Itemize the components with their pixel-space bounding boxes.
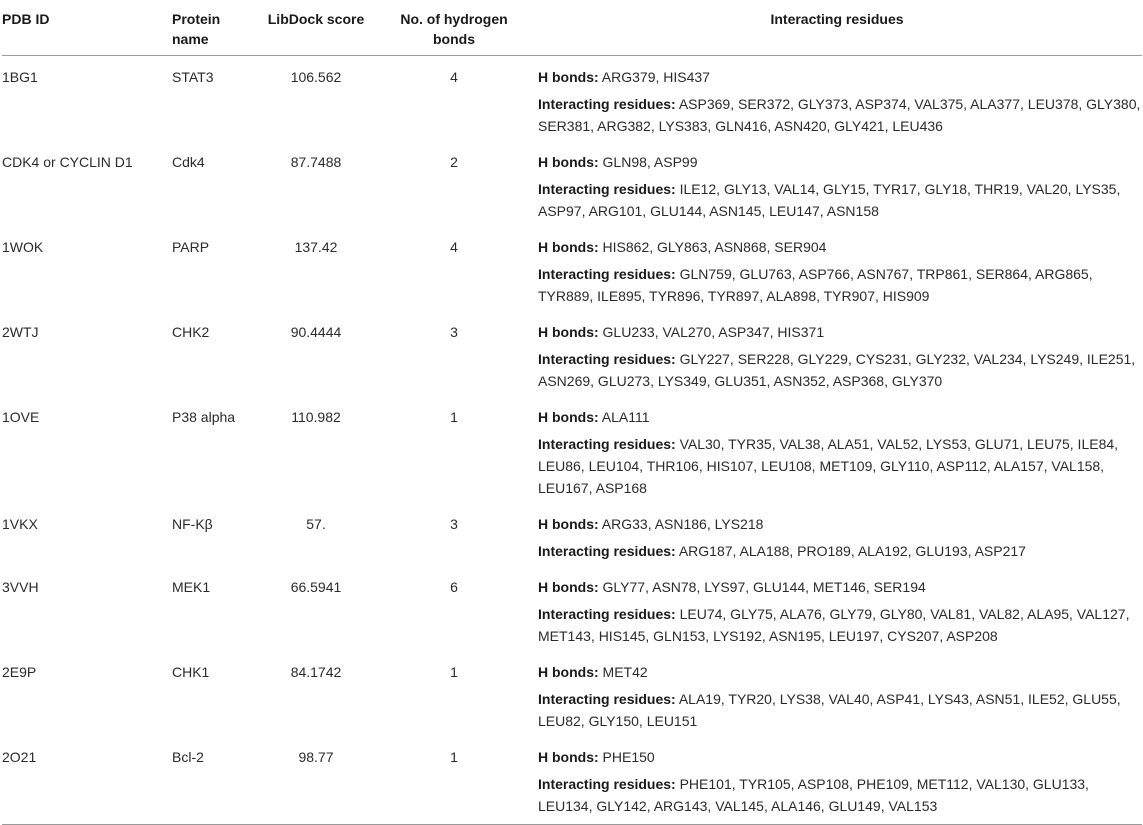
cell-libdock-score: 137.42 [294, 239, 338, 255]
interacting-residues-line [538, 433, 1142, 499]
h-bonds-line [538, 321, 1142, 343]
h-bonds-value: ARG33, ASN186, LYS218 [601, 516, 764, 532]
interacting-residues-label: Interacting residues: [538, 96, 676, 112]
cell-hydrogen-bonds-count: 2 [450, 154, 458, 170]
table-row [2, 56, 1142, 143]
table-row [2, 142, 1142, 227]
header-protein-name: Protein name [168, 0, 256, 56]
cell-hydrogen-bonds-count: 3 [450, 324, 458, 340]
interacting-residues-line [538, 93, 1142, 137]
interacting-residues-label: Interacting residues: [538, 543, 676, 559]
cell-hydrogen-bonds-count: 3 [450, 516, 458, 532]
h-bonds-label: H bonds: [538, 579, 599, 595]
interacting-residues-value: VAL30, TYR35, VAL38, ALA51, VAL52, LYS53, GLU71, LEU75, ILE84, LEU86, LEU104, THR106, HIS107, LEU108, MET109, GLY110, ASP112, ALA157, VAL158, LEU167, ASP168 [538, 436, 1119, 496]
cell-pdb-id: 2WTJ [2, 324, 39, 340]
cell-libdock-score: 110.982 [291, 409, 341, 425]
docking-results-table [2, 0, 1142, 825]
interacting-residues-value: PHE101, TYR105, ASP108, PHE109, MET112, VAL130, GLU133, LEU134, GLY142, ARG143, VAL145, ALA146, GLU149, VAL153 [538, 776, 1089, 814]
cell-protein-name: MEK1 [172, 579, 211, 595]
header-libdock-score: LibDock score [256, 0, 376, 56]
cell-pdb-id: 1OVE [2, 409, 40, 425]
interacting-residues-line [538, 348, 1142, 392]
cell-interactions [532, 312, 1142, 397]
interacting-residues-line [538, 603, 1142, 647]
cell-interactions [532, 397, 1142, 504]
cell-libdock-score: 98.77 [256, 737, 376, 825]
cell-hydrogen-bonds-count: 4 [450, 69, 458, 85]
cell-protein-name: CHK1 [172, 664, 210, 680]
h-bonds-value: GLU233, VAL270, ASP347, HIS371 [602, 324, 825, 340]
h-bonds-value: HIS862, GLY863, ASN868, SER904 [602, 239, 827, 255]
table-row [2, 567, 1142, 652]
interacting-residues-label: Interacting residues: [538, 606, 676, 622]
h-bonds-value: ARG379, HIS437 [601, 69, 710, 85]
interacting-residues-line [538, 773, 1142, 817]
interacting-residues-label: Interacting residues: [538, 776, 676, 792]
table-row [2, 227, 1142, 312]
interacting-residues-line [538, 263, 1142, 307]
cell-protein-name: STAT3 [172, 69, 214, 85]
h-bonds-value: MET42 [602, 664, 648, 680]
cell-interactions [532, 56, 1142, 143]
cell-interactions [532, 567, 1142, 652]
table-row [2, 312, 1142, 397]
h-bonds-line [538, 661, 1142, 683]
h-bonds-line [538, 151, 1142, 173]
interacting-residues-label: Interacting residues: [538, 436, 676, 452]
cell-protein-name: P38 alpha [172, 409, 236, 425]
cell-pdb-id: 1WOK [2, 239, 44, 255]
cell-hydrogen-bonds-count: 1 [376, 737, 532, 825]
interacting-residues-value: ILE12, GLY13, VAL14, GLY15, TYR17, GLY18, THR19, VAL20, LYS35, ASP97, ARG101, GLU144, ASN145, LEU147, ASN158 [538, 181, 1121, 219]
cell-libdock-score: 87.7488 [290, 154, 342, 170]
h-bonds-line [538, 576, 1142, 598]
h-bonds-line [538, 406, 1142, 428]
interacting-residues-value: ASP369, SER372, GLY373, ASP374, VAL375, ALA377, LEU378, GLY380, SER381, ARG382, LYS383, GLN416, ASN420, GLY421, LEU436 [538, 96, 1141, 134]
cell-protein-name: PARP [172, 239, 210, 255]
header-pdb-id: PDB ID [2, 0, 168, 56]
interacting-residues-label: Interacting residues: [538, 351, 676, 367]
h-bonds-label: H bonds: [538, 409, 599, 425]
interacting-residues-value: LEU74, GLY75, ALA76, GLY79, GLY80, VAL81, VAL82, ALA95, VAL127, MET143, HIS145, GLN153, LYS192, ASN195, LEU197, CYS207, ASP208 [538, 606, 1130, 644]
cell-interactions [532, 227, 1142, 312]
h-bonds-label: H bonds: [538, 664, 599, 680]
h-bonds-label: H bonds: [538, 324, 599, 340]
cell-libdock-score: 84.1742 [290, 664, 342, 680]
header-row [2, 0, 1142, 56]
h-bonds-value: GLN98, ASP99 [602, 154, 698, 170]
interacting-residues-value: GLN759, GLU763, ASP766, ASN767, TRP861, SER864, ARG865, TYR889, ILE895, TYR896, TYR897, ALA898, TYR907, HIS909 [538, 266, 1093, 304]
h-bonds-line [538, 513, 1142, 535]
table-row [2, 504, 1142, 567]
cell-hydrogen-bonds-count: 1 [450, 409, 458, 425]
cell-hydrogen-bonds-count: 1 [450, 664, 458, 680]
cell-hydrogen-bonds-count: 6 [450, 579, 458, 595]
h-bonds-line [538, 746, 1142, 768]
table-row [2, 737, 1142, 825]
cell-pdb-id: 3VVH [2, 579, 39, 595]
header-hydrogen-bonds-count: No. of hydrogen bonds [376, 0, 532, 56]
cell-interactions [532, 504, 1142, 567]
h-bonds-value: PHE150 [602, 749, 655, 765]
cell-interactions [532, 652, 1142, 737]
cell-libdock-score: 90.4444 [290, 324, 342, 340]
table-row [2, 397, 1142, 504]
h-bonds-label: H bonds: [538, 516, 599, 532]
cell-pdb-id: 1BG1 [2, 69, 38, 85]
cell-protein-name: Bcl-2 [168, 737, 256, 825]
cell-interactions [532, 737, 1142, 825]
cell-hydrogen-bonds-count: 4 [450, 239, 458, 255]
h-bonds-label: H bonds: [538, 154, 599, 170]
cell-pdb-id: 2O21 [2, 737, 168, 825]
h-bonds-line [538, 236, 1142, 258]
cell-libdock-score: 66.5941 [290, 579, 342, 595]
cell-interactions [532, 142, 1142, 227]
h-bonds-value: GLY77, ASN78, LYS97, GLU144, MET146, SER194 [602, 579, 926, 595]
interacting-residues-label: Interacting residues: [538, 691, 676, 707]
cell-pdb-id: 2E9P [2, 664, 37, 680]
interacting-residues-value: ARG187, ALA188, PRO189, ALA192, GLU193, ASP217 [678, 543, 1026, 559]
interacting-residues-line [538, 540, 1142, 562]
cell-protein-name: Cdk4 [172, 154, 205, 170]
cell-pdb-id: 1VKX [2, 516, 38, 532]
cell-protein-name: CHK2 [172, 324, 210, 340]
interacting-residues-label: Interacting residues: [538, 181, 676, 197]
interacting-residues-value: GLY227, SER228, GLY229, CYS231, GLY232, VAL234, LYS249, ILE251, ASN269, GLU273, LYS349, GLU351, ASN352, ASP368, GLY370 [538, 351, 1136, 389]
interacting-residues-line [538, 688, 1142, 732]
cell-libdock-score: 106.562 [290, 69, 342, 85]
cell-pdb-id: CDK4 or CYCLIN D1 [2, 154, 133, 170]
h-bonds-value: ALA111 [601, 409, 650, 425]
cell-libdock-score: 57. [306, 516, 326, 532]
table-row [2, 652, 1142, 737]
cell-protein-name: NF-Kβ [172, 516, 213, 532]
interacting-residues-line [538, 178, 1142, 222]
h-bonds-label: H bonds: [538, 239, 599, 255]
interacting-residues-value: ALA19, TYR20, LYS38, VAL40, ASP41, LYS43, ASN51, ILE52, GLU55, LEU82, GLY150, LEU151 [538, 691, 1121, 729]
h-bonds-label: H bonds: [538, 69, 599, 85]
header-interacting-residues: Interacting residues [532, 0, 1142, 56]
interacting-residues-label: Interacting residues: [538, 266, 676, 282]
h-bonds-line [538, 66, 1142, 88]
h-bonds-label: H bonds: [538, 749, 599, 765]
